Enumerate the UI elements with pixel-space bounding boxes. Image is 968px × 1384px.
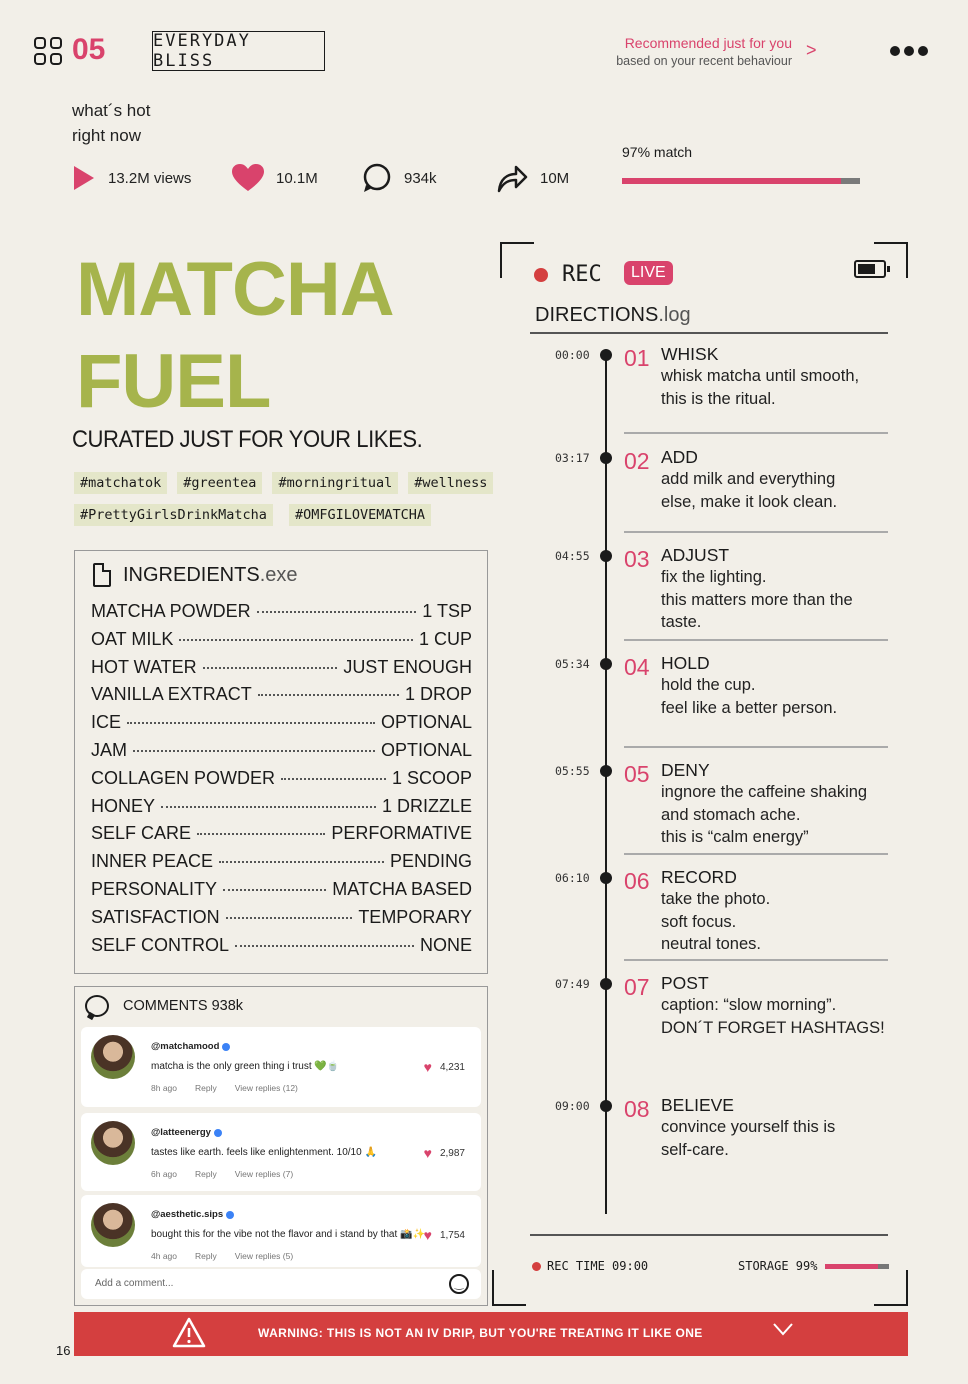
step-description-line: ingnore the caffeine shaking	[661, 783, 868, 801]
heart-icon[interactable]: ♥	[423, 1227, 432, 1243]
step-title: ADJUST	[661, 545, 730, 565]
hashtag[interactable]: #matchatok	[74, 472, 167, 494]
heart-icon[interactable]: ♥	[423, 1059, 432, 1075]
ingredient-row	[91, 907, 472, 935]
reply-link[interactable]: Reply	[195, 1169, 217, 1179]
leader-dots	[133, 750, 375, 752]
step-description-line: this is “calm energy”	[661, 828, 809, 846]
leader-dots	[179, 639, 413, 641]
step-title: DENY	[661, 760, 710, 780]
ingredient-name: HONEY	[91, 795, 156, 816]
shares-stat[interactable]	[496, 160, 569, 196]
comment-like[interactable]	[424, 1227, 465, 1243]
likes-count: 10.1M	[276, 169, 318, 187]
step-description-line: caption: “slow morning”.	[661, 996, 837, 1014]
heart-icon	[232, 164, 264, 192]
step-timestamp: 07:49	[555, 977, 590, 991]
step-timestamp: 06:10	[555, 871, 590, 885]
step-description-line: hold the cup.	[661, 676, 756, 694]
step-description-line: this is the ritual.	[661, 389, 776, 408]
comment-like-count: 1,754	[439, 1229, 465, 1241]
ingredients-ext: .exe	[259, 563, 298, 586]
comment-text: tastes like earth. feels like enlightenment. 10/10 🙏	[151, 1147, 377, 1158]
step-description-line: whisk matcha until smooth,	[661, 367, 860, 385]
ingredient-row	[91, 768, 472, 796]
leader-dots	[219, 861, 384, 863]
ingredient-name: INNER PEACE	[91, 851, 214, 872]
ingredient-amount: OPTIONAL	[380, 712, 472, 733]
step-title: BELIEVE	[661, 1095, 734, 1115]
ingredient-name: HOT WATER	[91, 656, 197, 677]
leader-dots	[281, 778, 386, 780]
leader-dots	[197, 833, 325, 835]
ingredient-amount: 1 CUP	[418, 628, 472, 649]
step-number: 08	[624, 1096, 650, 1122]
record-dot-icon	[534, 268, 548, 282]
reply-link[interactable]: Reply	[195, 1251, 217, 1261]
comments-stat[interactable]	[362, 160, 437, 196]
timeline-dot	[600, 452, 612, 464]
rec-time	[532, 1259, 648, 1273]
match-label: 97% match	[622, 144, 693, 160]
chevron-right-icon[interactable]: >	[806, 40, 817, 60]
ingredient-amount: 1 TSP	[422, 601, 472, 621]
step-number: 02	[624, 448, 650, 474]
step-description-line: self-care.	[661, 1140, 729, 1159]
step-description-line: take the photo.	[661, 890, 771, 908]
ingredient-row	[91, 935, 472, 963]
ingredient-name: SELF CARE	[91, 823, 192, 844]
ingredient-row	[91, 823, 472, 851]
verified-badge-icon	[222, 1043, 230, 1051]
ingredient-row	[91, 796, 472, 824]
directions-header	[535, 304, 691, 327]
step-title: WHISK	[661, 344, 719, 364]
ingredient-amount: 1 DRIZZLE	[381, 795, 472, 816]
step-number: 04	[624, 654, 650, 680]
step-number: 05	[624, 761, 650, 787]
storage-label: STORAGE 99%	[738, 1259, 818, 1273]
step-title: HOLD	[661, 653, 710, 673]
ingredient-amount: JUST ENOUGH	[343, 656, 472, 677]
step-description-line: add milk and everything	[661, 470, 836, 488]
comment-username[interactable]: @latteenergy	[151, 1127, 222, 1138]
step-description-line: feel like a better person.	[661, 698, 838, 717]
step-description-line: neutral tones.	[661, 935, 761, 953]
leader-dots	[161, 806, 376, 808]
title-line-1: MATCHA	[76, 247, 394, 332]
comment-time: 8h ago	[151, 1083, 177, 1093]
leader-dots	[223, 889, 326, 891]
step-number: 03	[624, 546, 650, 572]
step-divider	[624, 639, 888, 641]
step-description-line: fix the lighting.	[661, 568, 767, 586]
step-title: ADD	[661, 447, 698, 467]
step-description-line: soft focus.	[661, 912, 737, 931]
ingredient-name: OAT MILK	[91, 628, 174, 649]
comment-like[interactable]	[424, 1145, 465, 1161]
battery-icon	[854, 260, 886, 278]
comment-time: 4h ago	[151, 1251, 177, 1261]
ingredient-amount: 1 DROP	[404, 684, 472, 705]
issue-number: 05	[72, 33, 106, 66]
ingredient-amount: OPTIONAL	[380, 739, 472, 760]
comment-text: bought this for the vibe not the flavor and i stand by that 📸✨	[151, 1229, 425, 1240]
comment-like-count: 4,231	[439, 1061, 465, 1073]
directions-ext: .log	[658, 304, 691, 326]
grid-menu-icon[interactable]	[34, 37, 62, 65]
step-description-line: and stomach ache.	[661, 805, 801, 824]
leader-dots	[127, 722, 375, 724]
step-title: POST	[661, 973, 709, 993]
divider	[530, 1234, 888, 1236]
trending-line-2: right now	[72, 126, 141, 145]
step-description-line: else, make it look clean.	[661, 492, 838, 511]
add-comment-input[interactable]	[81, 1269, 481, 1299]
comments-panel	[74, 986, 488, 1306]
frame-corner-top-left	[500, 242, 534, 278]
comment-bubble-icon	[85, 995, 109, 1017]
comment-meta	[151, 1083, 298, 1093]
series-tag: EVERYDAY BLISS	[152, 31, 325, 71]
step-number: 06	[624, 868, 650, 894]
ingredient-row	[91, 601, 472, 629]
verified-badge-icon	[214, 1129, 222, 1137]
ingredients-list	[91, 601, 472, 962]
ingredient-row	[91, 629, 472, 657]
step-divider	[624, 746, 888, 748]
ingredient-row	[91, 851, 472, 879]
ingredient-amount: TEMPORARY	[358, 906, 472, 927]
ingredient-name: JAM	[91, 739, 127, 760]
timeline-dot	[600, 1100, 612, 1112]
heart-icon[interactable]: ♥	[423, 1145, 432, 1161]
comments-title: COMMENTS 938k	[123, 998, 244, 1014]
match-progress-bar	[622, 178, 860, 184]
frame-corner-bottom-left	[492, 1270, 526, 1306]
hashtag[interactable]: #PrettyGirlsDrinkMatcha	[74, 504, 273, 526]
rec-label: REC	[562, 262, 602, 287]
ingredient-row	[91, 657, 472, 685]
document-icon	[93, 563, 111, 587]
leader-dots	[257, 611, 417, 613]
recommendation-subtitle: based on your recent behaviour	[616, 54, 792, 68]
ingredient-row	[91, 684, 472, 712]
divider	[530, 332, 888, 334]
leader-dots	[235, 945, 414, 947]
ingredient-name: ICE	[91, 712, 122, 733]
ingredient-name: MATCHA POWDER	[91, 601, 251, 621]
ingredients-title: INGREDIENTS	[123, 563, 260, 586]
timeline-dot	[600, 765, 612, 777]
hashtag[interactable]: #OMFGILOVEMATCHA	[289, 504, 431, 526]
frame-corner-bottom-right	[874, 1270, 908, 1306]
ingredient-amount: PENDING	[389, 851, 472, 872]
timeline-dot	[600, 872, 612, 884]
rec-time-label: REC TIME 09:00	[547, 1259, 649, 1273]
timeline-dot	[600, 550, 612, 562]
share-arrow-icon	[496, 163, 528, 193]
warning-triangle-icon	[172, 1317, 206, 1349]
step-timestamp: 05:34	[555, 657, 590, 671]
comment-meta	[151, 1251, 293, 1261]
step-divider	[624, 959, 888, 961]
comment-bubble-icon	[362, 163, 392, 193]
play-icon	[72, 165, 96, 191]
ingredient-name: SATISFACTION	[91, 906, 220, 927]
record-dot-icon	[532, 1262, 541, 1271]
view-replies-link[interactable]: View replies (5)	[234, 1251, 294, 1261]
comment-text: matcha is the only green thing i trust 💚🍵	[151, 1061, 340, 1072]
warning-banner[interactable]	[74, 1312, 908, 1356]
ingredient-amount: MATCHA BASED	[332, 878, 472, 899]
step-title: RECORD	[661, 867, 737, 887]
comment-like-count: 2,987	[439, 1147, 465, 1159]
match-progress-fill	[622, 178, 841, 184]
ingredient-name: PERSONALITY	[91, 878, 218, 899]
comment-card	[81, 1113, 481, 1191]
views-stat[interactable]	[72, 160, 191, 196]
directions-title: DIRECTIONS	[535, 304, 659, 326]
timeline-line	[605, 354, 607, 1214]
trending-line-1: what´s hot	[72, 101, 151, 120]
likes-stat[interactable]	[232, 160, 318, 196]
storage-fill	[825, 1264, 877, 1269]
timeline-dot	[600, 349, 612, 361]
hashtag[interactable]: #morningritual	[272, 472, 398, 494]
step-description-line: DON´T FORGET HASHTAGS!	[661, 1018, 885, 1037]
step-timestamp: 05:55	[555, 764, 590, 778]
ingredient-amount: 1 SCOOP	[391, 767, 472, 788]
timeline-dot	[600, 658, 612, 670]
page-number: 16	[56, 1343, 71, 1358]
step-divider	[624, 531, 888, 533]
trending-heading	[72, 98, 150, 148]
step-timestamp: 03:17	[555, 451, 590, 465]
step-description-line: convince yourself this is	[661, 1118, 836, 1136]
ingredient-amount: PERFORMATIVE	[331, 823, 472, 844]
comment-username[interactable]: @aesthetic.sips	[151, 1209, 234, 1220]
step-number: 01	[624, 345, 650, 371]
title-line-2: FUEL	[76, 339, 271, 424]
timeline-dot	[600, 978, 612, 990]
step-timestamp: 04:55	[555, 549, 590, 563]
live-badge: LIVE	[624, 261, 673, 285]
ingredients-panel	[74, 550, 488, 974]
hashtag[interactable]: #wellness	[408, 472, 493, 494]
avatar[interactable]	[91, 1203, 135, 1247]
add-comment-placeholder: Add a comment...	[95, 1278, 174, 1289]
step-divider	[624, 853, 888, 855]
views-count: 13.2M views	[108, 169, 192, 187]
hashtag[interactable]: #greentea	[177, 472, 262, 494]
comment-like[interactable]	[424, 1059, 465, 1075]
view-replies-link[interactable]: View replies (7)	[234, 1169, 294, 1179]
leader-dots	[203, 667, 338, 669]
ingredients-header	[93, 563, 298, 587]
ingredient-row	[91, 712, 472, 740]
view-replies-link[interactable]: View replies (12)	[234, 1083, 298, 1093]
ingredient-name: SELF CONTROL	[91, 934, 230, 955]
avatar[interactable]	[91, 1035, 135, 1079]
comment-meta	[151, 1169, 293, 1179]
comment-card	[81, 1027, 481, 1107]
verified-badge-icon	[226, 1211, 234, 1219]
comment-time: 6h ago	[151, 1169, 177, 1179]
chevron-down-icon[interactable]	[772, 1322, 794, 1336]
ingredient-row	[91, 879, 472, 907]
emoji-smile-icon[interactable]: ‿	[449, 1274, 469, 1294]
hashtag-list	[74, 472, 504, 526]
leader-dots	[226, 917, 353, 919]
step-description-line: this matters more than the	[661, 590, 853, 609]
ingredient-name: VANILLA EXTRACT	[91, 684, 252, 705]
reply-link[interactable]: Reply	[195, 1083, 217, 1093]
step-description-line: taste.	[661, 613, 702, 631]
comments-header	[85, 995, 243, 1017]
avatar[interactable]	[91, 1121, 135, 1165]
warning-text: WARNING: THIS IS NOT AN IV DRIP, BUT YOU'RE TREATING IT LIKE ONE	[258, 1326, 703, 1340]
step-timestamp: 09:00	[555, 1099, 590, 1113]
step-divider	[624, 432, 888, 434]
comment-card	[81, 1195, 481, 1267]
step-timestamp: 00:00	[555, 348, 590, 362]
shares-count: 10M	[540, 169, 570, 187]
recommendation-title[interactable]: Recommended just for you	[624, 35, 792, 51]
storage-bar	[825, 1264, 889, 1269]
ingredient-row	[91, 740, 472, 768]
subtitle: CURATED JUST FOR YOUR LIKES.	[72, 426, 423, 453]
ingredient-name: COLLAGEN POWDER	[91, 767, 276, 788]
step-number: 07	[624, 974, 650, 1000]
ingredient-amount: NONE	[419, 934, 472, 955]
comment-username[interactable]: @matchamood	[151, 1041, 230, 1052]
leader-dots	[258, 694, 399, 696]
storage-indicator	[738, 1259, 889, 1273]
comments-count: 934k	[404, 169, 437, 187]
more-options-icon[interactable]	[890, 46, 930, 56]
